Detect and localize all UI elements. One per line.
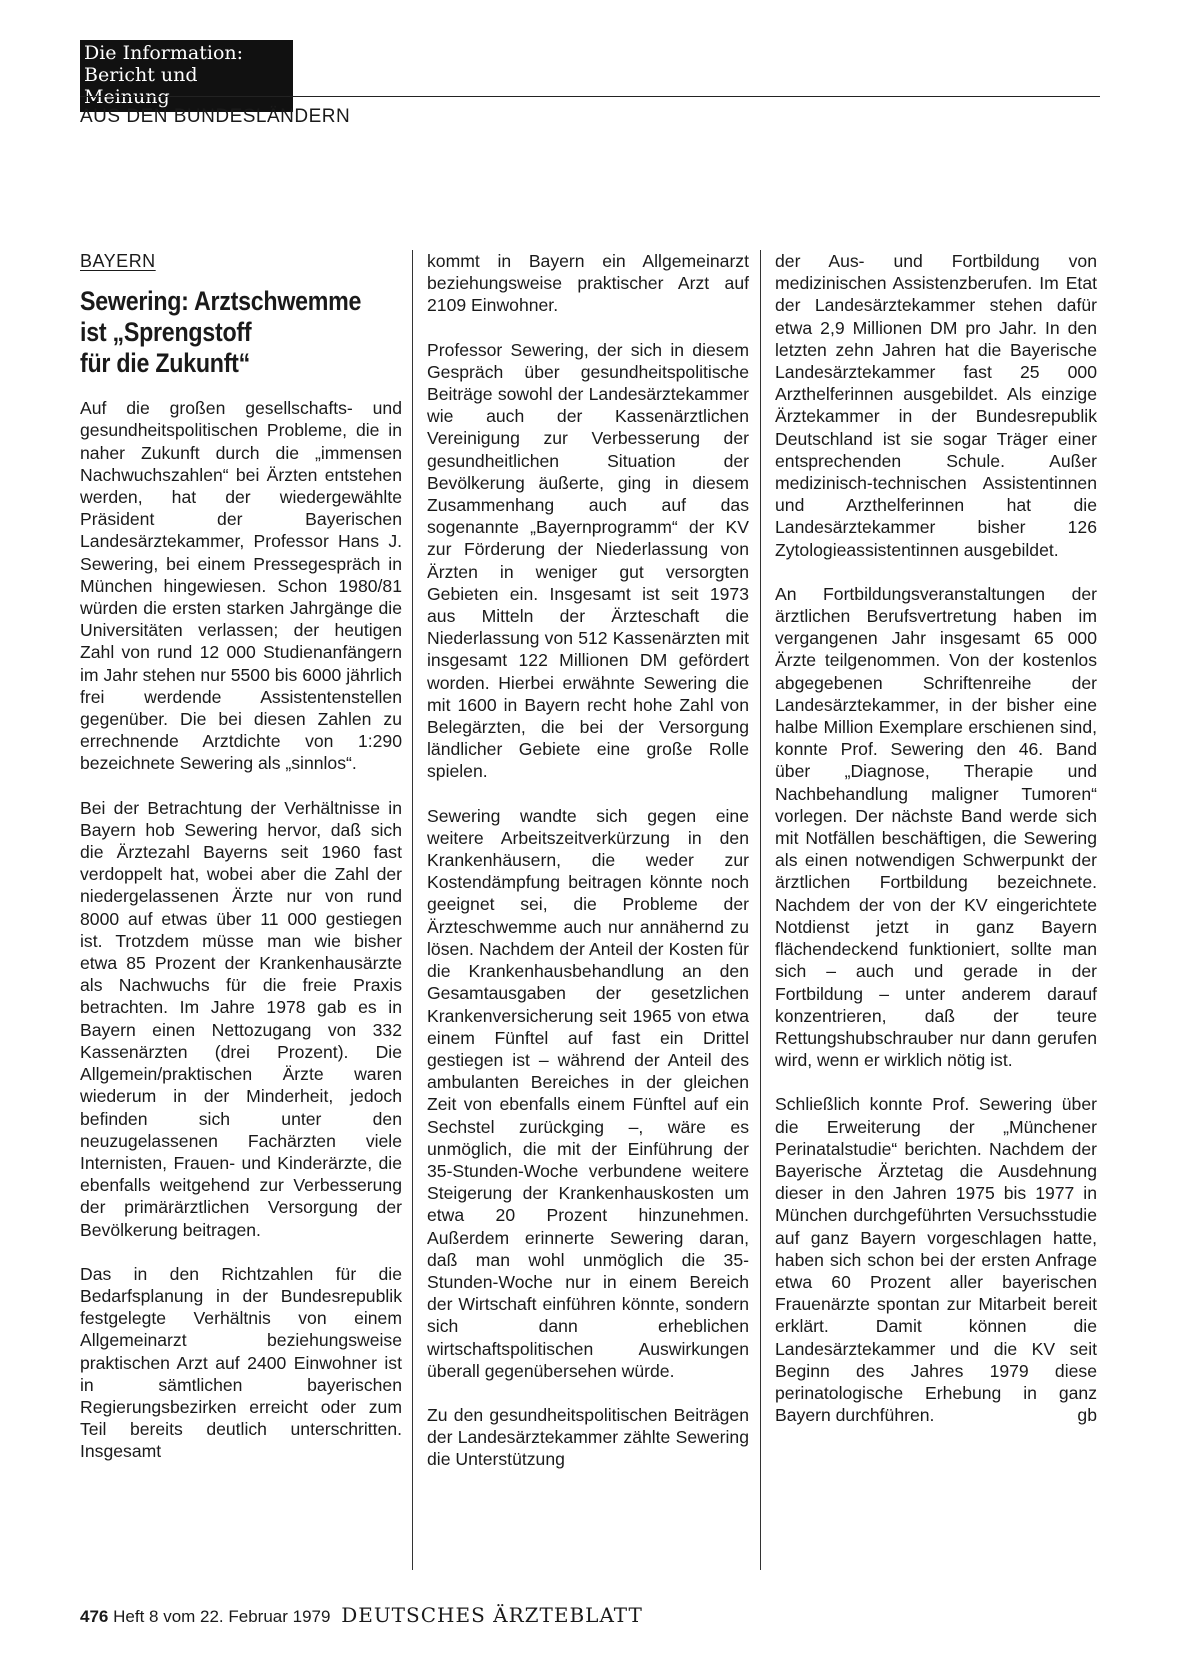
paragraph-text: Schließlich konnte Prof. Sewering über die Erweiterung der „Münchener Perinatalstudie“ berichten. Nachdem der Bayerische Ärztetag die Ausdehnung dieser in den Jahren 1975 bis 1977 in München durchgeführten Versuchsstudie auf ganz Bayern vorgeschlagen hatte, haben sich schon bei der ersten Anfrage etwa 60 Prozent aller bayerischen Frauenärzte spontan zur Mitarbeit bereit erklärt. Damit können die Landesärztekammer und die KV seit Beginn des Jahres 1979 diese perinatologische Erhebung in ganz Bayern durchführen.: [775, 1094, 1097, 1426]
article-headline: [80, 286, 403, 379]
paragraph: An Fortbildungsveranstaltungen der ärztlichen Berufsvertretung haben im vergangenen Jahr insgesamt 65 000 Ärzte teilgenommen. Von der kostenlos abgegebenen Schriftenreihe der Landesärztekammer, in der bisher eine halbe Million Exemplare erschienen sind, konnte Prof. Sewering den 46. Band über „Diagnose, Therapie und Nachbehandlung maligner Tumoren“ vorlegen. Der nächste Band werde sich mit Notfällen beschäftigen, die Sewering als einen notwendigen Schwerpunkt der ärztlichen Fortbildung bezeichnete. Nachdem der von der KV eingerichtete Notdienst jetzt in ganz Bayern flächendeckend funktioniert, sollte man sich – auch und gerade in der Fortbildung – unter anderem darauf konzentrieren, daß der teure Rettungshubschrauber nur dann gerufen wird, wenn er wirklich nötig ist.: [775, 583, 1097, 1071]
journal-name: DEUTSCHES ÄRZTEBLATT: [341, 1603, 643, 1627]
region-label: BAYERN: [80, 251, 156, 271]
headline-line-1: Sewering: Arztschwemme: [80, 286, 362, 317]
page-number: 476: [80, 1607, 109, 1626]
paragraph: Sewering wandte sich gegen eine weitere Arbeitszeitverkürzung in den Krankenhäusern, die weder zur Kostendämpfung beitragen könnte noch geeignet sei, die Probleme der Ärzteschwemme auch nur annähernd zu lösen. Nachdem der Anteil der Kosten für die Krankenhausbehandlung an den Gesamtausgaben der gesetzlichen Krankenversicherung seit 1965 von etwa einem Fünftel auf fast ein Drittel gestiegen ist – während der Anteil des ambulanten Bereiches in der gleichen Zeit von ebenfalls einem Fünftel auf ein Sechstel zurückging –, wäre es unmöglich, die mit der Einführung der 35-Stunden-Woche verbundene weitere Steigerung der Krankenhauskosten um etwa 20 Prozent hinzunehmen. Außerdem erinnerte Sewering daran, daß man wohl unmöglich die 35-Stunden-Woche nur in einem Bereich der Wirtschaft einführen könnte, sondern sich dann erheblichen wirtschaftspolitischen Auswirkungen überall gegenübersehen würde.: [427, 805, 749, 1381]
paragraph: Das in den Richtzahlen für die Bedarfsplanung in der Bundesrepublik festgelegte Verhältnis von einem Allgemeinarzt beziehungsweise praktischen Arzt auf 2400 Einwohner ist in sämtlichen bayerischen Regierungsbezirken erreicht oder zum Teil bereits deutlich unterschritten. Insgesamt: [80, 1263, 402, 1462]
paragraph: Auf die großen gesellschafts- und gesundheitspolitischen Probleme, die in naher Zukunft durch die „immensen Nachwuchszahlen“ bei Ärzten entstehen werden, hat der wiedergewählte Präsident der Bayerischen Landesärztekammer, Professor Hans J. Sewering, bei einem Pressegespräch in München hingewiesen. Schon 1980/81 würden die ersten starken Jahrgänge die Universitäten verlassen; der heutigen Zahl von rund 12 000 Studienanfängern im Jahr stehen nur 5500 bis 6000 jährlich frei werdende Assistentenstellen gegenüber. Die bei diesen Zahlen zu errechnende Arztdichte von 1:290 bezeichnete Sewering als „sinnlos“.: [80, 398, 402, 774]
rubric-line-2: Bericht und Meinung: [84, 64, 198, 108]
rubric-line-1: Die Information:: [84, 42, 244, 64]
paragraph: kommt in Bayern ein Allgemeinarzt beziehungsweise praktischer Arzt auf 2109 Einwohner.: [427, 251, 749, 316]
paragraph: Professor Sewering, der sich in diesem Gespräch über gesundheitspolitische Beiträge sowohl der Landesärztekammer wie auch der Kassenärztlichen Vereinigung zur Verbesserung der gesundheitlichen Situation der Bevölkerung äußerte, ging in diesem Zusammenhang auch auf das sogenannte „Bayernprogramm“ der KV zur Förderung der Niederlassung von Ärzten in weniger gut versorgten Gebieten ein. Insgesamt ist seit 1973 aus Mitteln der Ärzteschaft die Niederlassung von 512 Kassenärzten mit insgesamt 122 Millionen DM gefördert worden. Hierbei erwähnte Sewering die mit 1600 in Bayern recht hohe Zahl von Belegärzten, die bei der Versorgung ländlicher Gebiete eine große Rolle spielen.: [427, 339, 749, 782]
paragraph: der Aus- und Fortbildung von medizinischen Assistenzberufen. Im Etat der Landesärztekammer stehen dafür etwa 2,9 Millionen DM pro Jahr. In den letzten zehn Jahren hat die Bayerische Landesärztekammer fast 25 000 Arzthelferinnen ausgebildet. Als einzige Ärztekammer in der Bundesrepublik Deutschland ist sie sogar Träger einer entsprechenden Schule. Außer medizinisch-technischen Assistentinnen und Arzthelferinnen hat die Landesärztekammer bisher 126 Zytologieassistentinnen ausgebildet.: [775, 251, 1097, 560]
column-divider: [412, 250, 413, 1570]
column-2: [427, 250, 749, 1493]
section-label: AUS DEN BUNDESLÄNDERN: [80, 106, 351, 127]
column-3: [775, 250, 1097, 1448]
paragraph: Bei der Betrachtung der Verhältnisse in Bayern hob Sewering hervor, daß sich die Ärztezahl Bayerns seit 1960 fast verdoppelt hat, wobei aber die Zahl der niedergelassenen Ärzte nur von rund 8000 auf etwas über 11 000 gestiegen ist. Trotzdem müsse man wie bisher etwa 85 Prozent der Krankenhausärzte als Nachwuchs für die freie Praxis betrachten. Im Jahre 1978 gab es in Bayern einen Nettozugang von 332 Kassenärzten (drei Prozent). Die Allgemein/praktischen Ärzte waren wiederum in der Minderheit, jedoch befinden sich unter den neuzugelassenen Fachärzten viele Internisten, Frauen- und Kinderärzte, die ebenfalls weitgehend zur Verbesserung der primärärztlichen Versorgung der Bevölkerung beitragen.: [80, 797, 402, 1240]
author-signature: gb: [1077, 1405, 1097, 1426]
header-rule: [80, 96, 1100, 97]
headline-line-3: für die Zukunft“: [80, 348, 251, 379]
paragraph: Zu den gesundheitspolitischen Beiträgen der Landesärztekammer zählte Sewering die Unterstützung: [427, 1404, 749, 1470]
rubric-box: [80, 40, 293, 112]
column-divider: [760, 250, 761, 1570]
headline-line-2: ist „Sprengstoff: [80, 317, 252, 348]
paragraph-last: [775, 1093, 1097, 1426]
issue-info: Heft 8 vom 22. Februar 1979: [113, 1607, 331, 1626]
page-footer: [80, 1603, 643, 1627]
column-1: [80, 250, 402, 1485]
